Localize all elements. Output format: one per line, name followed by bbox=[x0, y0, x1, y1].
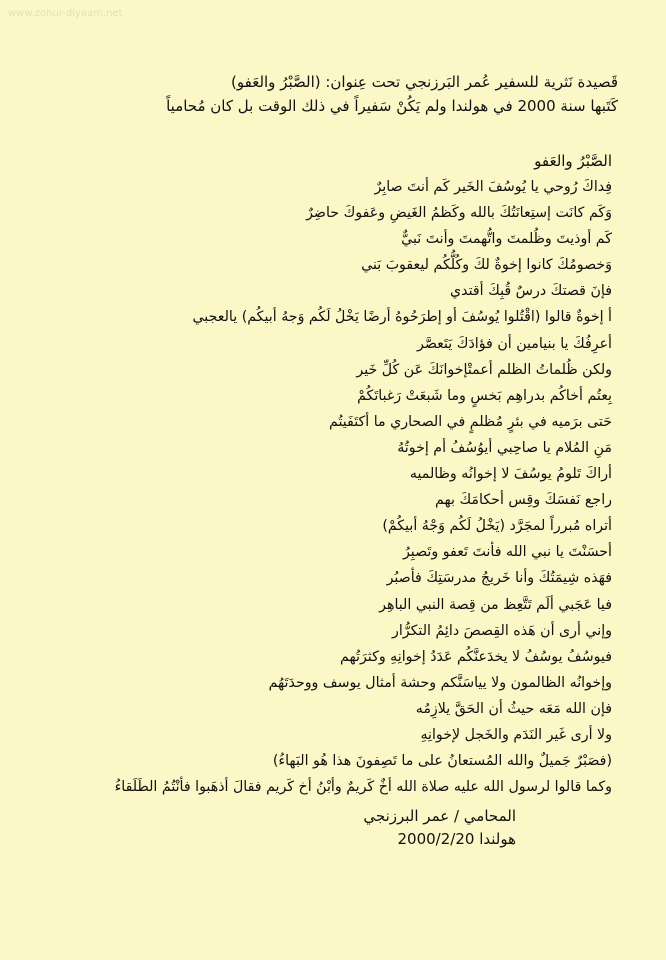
poem-line: أ إخوةٌ قالوا (اقْتُلوا يُوسُفَ أو إطرَحُوهُ أرضًا يَخْلُ لَكُم وَجهُ أبيكُم) يالعجبي bbox=[192, 309, 612, 326]
poem-lines bbox=[32, 174, 612, 800]
poem-line: أعرِفُكَ يا بنيامين أن فؤادَكَ يَتَعصَّر bbox=[417, 335, 612, 352]
poem-line: فإن الله مَعَه حيثُ أن الحَقَّ يلازِمُه bbox=[415, 700, 612, 717]
poem bbox=[32, 150, 612, 800]
poem-line: ولكن ظُلماتُ الظلم أعمتْإخوانَكَ عَن كُلِّ خَير bbox=[356, 361, 612, 378]
poem-line: فِداكَ رُوحي يا يُوسُفَ الخَير كَم أنتَ صابِرٌ bbox=[374, 179, 612, 195]
poem-title: الصَّبْرُ والعَفو bbox=[534, 152, 612, 170]
document-header bbox=[38, 70, 618, 118]
poem-line: راجع نَفسَكَ وقِس أحكامَكَ بهم bbox=[435, 492, 612, 509]
poem-line: وإني أرى أن هَذه القِصصَ دائِمُ التكرُّار bbox=[391, 622, 612, 639]
poem-line: فهَذه شِيمَتُكَ وأنا خَريجُ مدرسَتِكَ فأصبُر bbox=[386, 570, 612, 587]
poem-line: مَنِ المُلام يا صاحِبي أيوُسُفُ أم إخوتُهُ bbox=[397, 439, 612, 456]
poem-line: وكما قالوا لرسول الله عليه صلاة الله أخٌ كَريمٌ وأبْنُ أخ كَريم فقالَ أذهَبوا فأنْتُمُ الطَلَقاءُ bbox=[114, 779, 612, 796]
poem-line: فيوسُفُ يوسُفُ لا يخدَعنَّكُم عَدَدُ إخوانِهِ وكثرَتُهم bbox=[340, 648, 612, 665]
poem-line: فإنَ قصتكَ درسٌ قُبِكَ أقتدي bbox=[450, 283, 612, 300]
header-line-2: كَتَبها سنة 2000 في هولندا ولم يَكُنْ سَفيراً في ذلك الوقت بل كان مُحامياً bbox=[166, 97, 618, 115]
poem-line: أحسَنْتَ يا نبي الله فأنتَ تَعفو وتَصبِرُ bbox=[402, 544, 612, 561]
poem-line: (فصَبْرٌ جَميلٌ والله المُستعانُ على ما تَصِفونَ هذا هُو البَهاءُ) bbox=[272, 753, 612, 770]
signature-name: المحامي / عمر البرزنجي bbox=[363, 807, 516, 825]
poem-line: أراكَ تَلومُ يوسُفَ لا إخوانُه وظالميه bbox=[409, 466, 612, 483]
poem-line: بِعتُم أخاكُم بدراهِم بَخسٍ وما شَبعَتْ رَغباتَكُمْ bbox=[357, 387, 612, 404]
signature-block bbox=[363, 805, 516, 851]
poem-line: أتراه مُبرراً لمجَرَّد (يَخْلُ لَكُم وَجْهُ أبيكُمْ) bbox=[382, 518, 612, 535]
watermark: www.zohur-diyaam.net bbox=[8, 8, 123, 19]
signature-place-date: هولندا 2000/2/20 bbox=[397, 830, 516, 848]
poem-line: وإخوانُه الظالمون ولا يياسَنَّكم وحشة أمثال يوسف ووحدَتَهُم bbox=[268, 674, 612, 691]
poem-line: ولا أرى غَير النَدَم والخَجل لإخوانِهِ bbox=[420, 726, 612, 743]
poem-line: وَكَم كانَت إستِعانَتُكَ بالله وكَظمُ الغَيضِ وعَفوكَ حاضِرٌ bbox=[306, 205, 612, 222]
poem-line: فيا عَجَبي ألَم تَتَّعِظ من قِصة النبي الباهِر bbox=[379, 596, 612, 613]
poem-line: كَم أوذيتَ وظُلمتَ واتُّهمتَ وأنتَ نَبيٌّ bbox=[401, 231, 612, 248]
poem-line: وَخصومُكَ كانوا إخوةٌ لكَ وكُلُّكُم ليعقوبَ بَني bbox=[361, 257, 612, 274]
header-line-1: قَصيدة نَثرية للسفير عُمر البَرزنجي تحت عِنوان: (الصَّبْرُ والعَفو) bbox=[231, 73, 618, 91]
poem-line: حَتى برَميه في بئرٍ مُظلمٍ في الصحاري ما أكتَفَيتُم bbox=[329, 413, 612, 430]
